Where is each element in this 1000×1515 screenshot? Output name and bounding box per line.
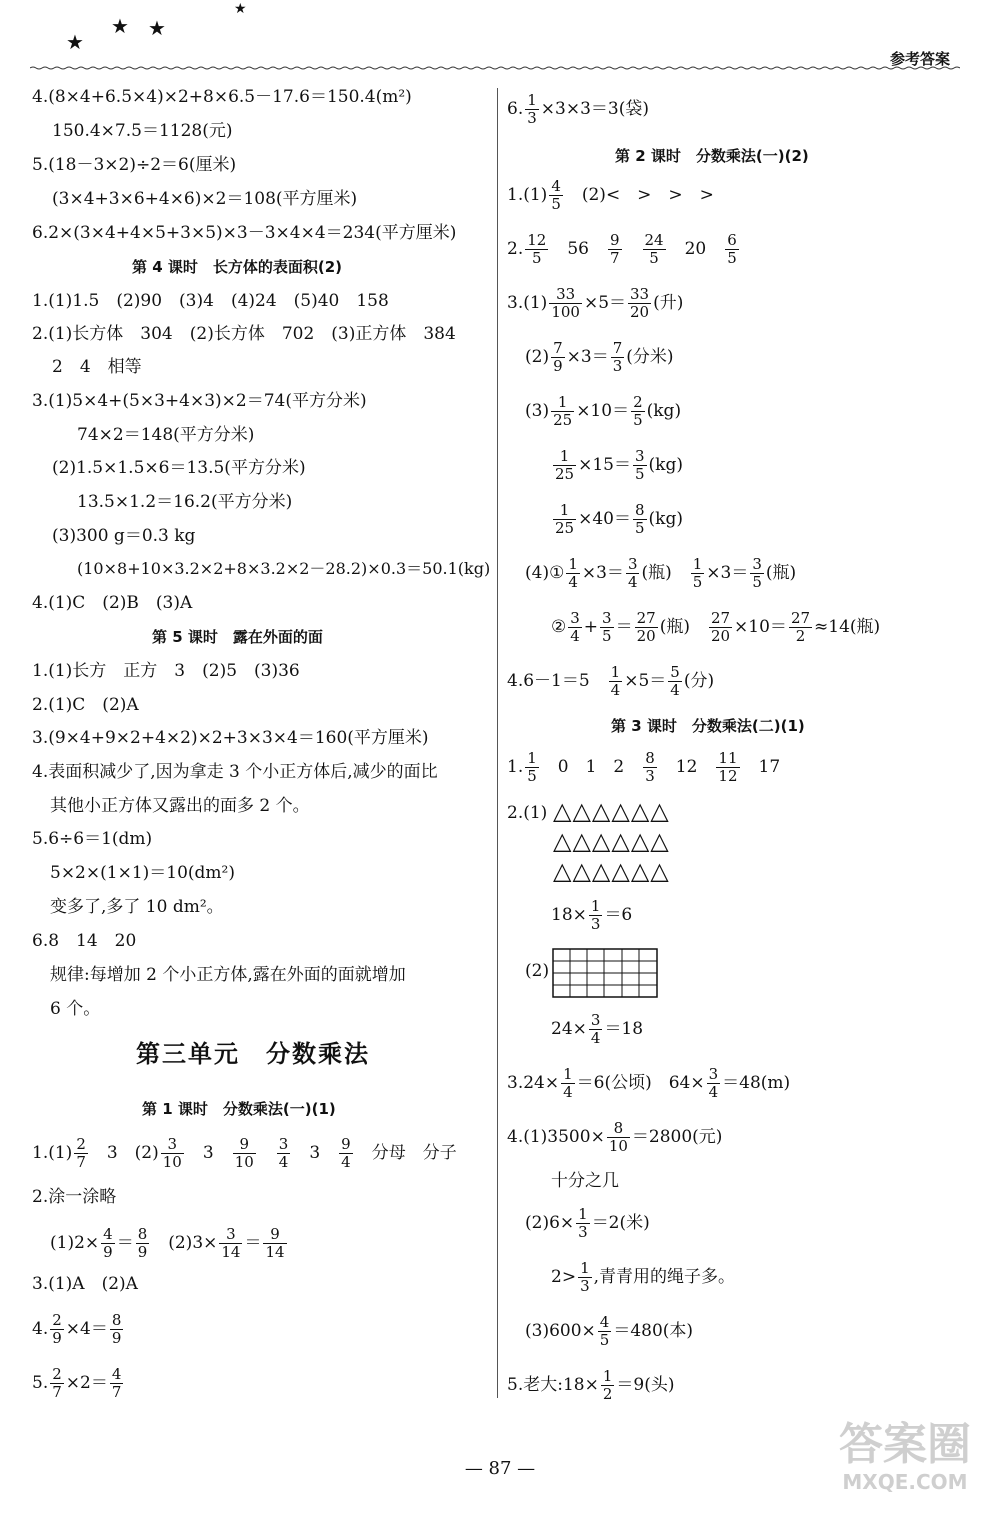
answer-line: [32, 1136, 457, 1171]
fraction: $\frac{27}{20}$: [636, 609, 656, 645]
answer-line: 变多了,多了 10 dm²。: [50, 897, 224, 917]
fraction: $\frac{4}{5}$: [599, 1313, 610, 1349]
answer-line: 1.(1)长方 正方 3 (2)5 (3)36: [32, 661, 300, 681]
lesson-heading: 第 4 课时 长方体的表面积(2): [132, 258, 343, 276]
fraction: $\frac{4}{9}$: [103, 1225, 113, 1261]
answer-line: 5.6÷6＝1(dm): [32, 829, 153, 849]
answer-line: 150.4×7.5＝1128(元): [52, 121, 233, 141]
answer-line: 3.(1) $\frac{33}{100}$ ×5＝ $\frac{33}{20}$ (升): [507, 285, 684, 321]
answer-line: $\frac{1}{25}$ ×15＝ $\frac{3}{5}$ (kg): [555, 447, 683, 483]
fraction: $\frac{3}{4}$: [278, 1135, 289, 1171]
answer-line: (3)600× $\frac{4}{5}$ ＝480(本): [525, 1313, 694, 1349]
fraction: $\frac{8}{5}$: [634, 501, 645, 537]
answer-line: (3) $\frac{1}{25}$ ×10＝ $\frac{2}{5}$ (kg): [525, 393, 682, 429]
fraction: $\frac{8}{9}$: [111, 1311, 122, 1347]
answer-line: 6.2×(3×4+4×5+3×5)×3－3×4×4＝234(平方厘米): [32, 223, 457, 243]
answer-line: (3)300 g＝0.3 kg: [52, 526, 196, 546]
answer-line: 6 个。: [50, 999, 101, 1019]
answer-text: 1.(1): [32, 1143, 73, 1163]
answer-line: 2> $\frac{1}{3}$ ,青青用的绳子多。: [551, 1259, 736, 1295]
answer-line: 2.(1)C (2)A: [32, 695, 139, 715]
answer-line: 5. $\frac{2}{7}$ ×2＝ $\frac{4}{7}$: [32, 1365, 122, 1401]
fraction: $\frac{33}{100}$: [551, 285, 580, 321]
answer-line: 4. $\frac{2}{9}$ ×4＝ $\frac{8}{9}$: [32, 1311, 122, 1347]
answer-line: 5×2×(1×1)＝10(dm²): [50, 863, 235, 883]
fraction: $\frac{27}{2}$: [790, 609, 811, 645]
header-wavy-line: [30, 66, 960, 70]
page-header: [30, 0, 960, 72]
answer-line: (2)1.5×1.5×6＝13.5(平方分米): [52, 458, 306, 478]
fraction: $\frac{33}{20}$: [630, 285, 650, 321]
lesson-heading: 第 1 课时 分数乘法(一)(1): [142, 1100, 336, 1118]
fraction: $\frac{2}{7}$: [76, 1135, 86, 1171]
answer-line: 2 4 相等: [52, 357, 142, 377]
fraction: $\frac{24}{5}$: [644, 231, 664, 267]
fraction: $\frac{8}{3}$: [645, 749, 655, 785]
fraction: $\frac{11}{12}$: [718, 749, 738, 785]
answer-line: 2. $\frac{12}{5}$ 56 $\frac{9}{7}$ $\frac{24}{5}$ 20 $\frac{6}{5}$: [507, 231, 737, 267]
fraction: $\frac{3}{5}$: [752, 555, 762, 591]
fraction: $\frac{4}{7}$: [111, 1365, 122, 1401]
lesson-heading: 第 5 课时 露在外面的面: [152, 628, 323, 646]
fraction: $\frac{1}{2}$: [602, 1367, 613, 1403]
answer-line: (2) $\frac{7}{9}$ ×3＝ $\frac{7}{3}$ (分米): [525, 339, 674, 375]
fraction: $\frac{3}{4}$: [708, 1065, 719, 1101]
answer-line: (4)① $\frac{1}{4}$ ×3＝ $\frac{3}{4}$ (瓶) $\frac{1}{5}$ ×3＝ $\frac{3}{5}$ (瓶): [525, 555, 797, 591]
fraction: $\frac{7}{3}$: [612, 339, 623, 375]
answer-line: (1)2× $\frac{4}{9}$ ＝ $\frac{8}{9}$ (2)3× $\frac{3}{14}$ ＝ $\frac{9}{14}$: [50, 1225, 285, 1261]
star-decoration: [66, 2, 286, 54]
fraction: $\frac{3}{10}$: [162, 1135, 182, 1171]
fraction: $\frac{2}{7}$: [52, 1365, 62, 1401]
watermark-logo: 答案圈 MXQE.COM: [839, 1419, 971, 1494]
fraction: $\frac{2}{5}$: [633, 393, 643, 429]
fraction: $\frac{1}{4}$: [563, 1065, 573, 1101]
fraction: $\frac{1}{3}$: [590, 897, 601, 933]
fraction: $\frac{7}{9}$: [553, 339, 563, 375]
answer-line: 18× $\frac{1}{3}$ ＝6: [551, 897, 633, 933]
fraction: $\frac{27}{20}$: [710, 609, 731, 645]
star-icon: ★: [234, 1, 247, 17]
fraction: $\frac{1}{25}$: [553, 393, 573, 429]
answer-line: (2)6× $\frac{1}{3}$ ＝2(米): [525, 1205, 650, 1241]
star-icon: ★: [148, 16, 166, 40]
answer-line: 规律:每增加 2 个小正方体,露在外面的面就增加: [50, 965, 406, 985]
page-number: — 87 —: [464, 1458, 536, 1479]
fraction: $\frac{1}{3}$: [580, 1259, 590, 1295]
fraction: $\frac{4}{5}$: [551, 177, 561, 213]
answer-line: $\frac{1}{25}$ ×40＝ $\frac{8}{5}$ (kg): [555, 501, 683, 537]
answer-line: 4.表面积减少了,因为拿走 3 个小正方体后,减少的面比: [32, 762, 438, 782]
fraction: $\frac{3}{4}$: [570, 609, 580, 645]
fraction: $\frac{6}{5}$: [727, 231, 737, 267]
answer-line: 6.8 14 20: [32, 931, 137, 951]
answer-line: 3.(1)5×4+(5×3+4×3)×2＝74(平方分米): [32, 391, 367, 411]
header-title: 参考答案: [889, 50, 950, 68]
fraction: $\frac{9}{14}$: [265, 1225, 285, 1261]
answer-line: 2.(1): [507, 803, 548, 823]
answer-text: 分母 分子: [371, 1143, 457, 1163]
answer-line: 5.(18－3×2)÷2＝6(厘米): [32, 155, 237, 175]
answer-line: 4.(1)3500× $\frac{8}{10}$ ＝2800(元): [507, 1119, 723, 1155]
fraction: $\frac{1}{5}$: [692, 555, 703, 591]
answer-line: 2.涂一涂略: [32, 1187, 117, 1207]
fraction: $\frac{9}{10}$: [234, 1135, 254, 1171]
answer-line: 3.(1)A (2)A: [32, 1274, 138, 1294]
answer-line: 4.(8×4+6.5×4)×2+8×6.5－17.6＝150.4(m²): [32, 87, 412, 107]
answer-line: (3×4+3×6+4×6)×2＝108(平方厘米): [52, 189, 358, 209]
column-divider: [497, 88, 498, 1398]
fraction: $\frac{5}{4}$: [670, 663, 680, 699]
answer-line: 3.(9×4+9×2+4×2)×2+3×3×4＝160(平方厘米): [32, 728, 429, 748]
answer-line: 4.(1)C (2)B (3)A: [32, 593, 193, 613]
fraction: $\frac{3}{5}$: [602, 609, 612, 645]
shaded-grid-figure: [552, 948, 658, 998]
answer-line: 其他小正方体又露出的面多 2 个。: [50, 796, 310, 816]
fraction: $\frac{3}{4}$: [590, 1011, 601, 1047]
fraction: $\frac{3}{4}$: [627, 555, 638, 591]
triangle-row: △△△△△△: [553, 797, 670, 825]
fraction: $\frac{12}{5}$: [527, 231, 547, 267]
answer-line: 十分之几: [551, 1171, 619, 1191]
answer-line: 5.老大:18× $\frac{1}{2}$ ＝9(头): [507, 1367, 675, 1403]
answer-text: 3 (2): [106, 1143, 159, 1163]
answer-line: 1.(1)1.5 (2)90 (3)4 (4)24 (5)40 158: [32, 291, 389, 311]
fraction: $\frac{1}{3}$: [527, 91, 537, 127]
fraction: $\frac{8}{9}$: [137, 1225, 148, 1261]
lesson-heading: 第 3 课时 分数乘法(二)(1): [611, 717, 805, 735]
fraction: $\frac{1}{25}$: [555, 501, 575, 537]
fraction: $\frac{1}{4}$: [610, 663, 621, 699]
star-icon: ★: [111, 14, 129, 38]
answer-line: 3.24× $\frac{1}{4}$ ＝6(公顷) 64× $\frac{3}{4}$ ＝48(m): [507, 1065, 791, 1101]
answer-line: ② $\frac{3}{4}$ + $\frac{3}{5}$ ＝ $\frac{27}{20}$ (瓶) $\frac{27}{20}$ ×10＝ $\frac{27}{2}$ ≈14(瓶): [551, 609, 881, 645]
answer-line: (2): [525, 961, 550, 981]
fraction: $\frac{1}{4}$: [568, 555, 578, 591]
fraction: $\frac{1}{3}$: [578, 1205, 588, 1241]
answer-line: 2.(1)长方体 304 (2)长方体 702 (3)正方体 384: [32, 324, 456, 344]
answer-line: 6. $\frac{1}{3}$ ×3×3＝3(袋): [507, 91, 649, 127]
answer-line: 1. $\frac{1}{5}$ 0 1 2 $\frac{8}{3}$ 12 $\frac{11}{12}$ 17: [507, 749, 781, 785]
fraction: $\frac{2}{9}$: [52, 1311, 62, 1347]
triangle-row: △△△△△△: [553, 857, 670, 885]
triangle-row: △△△△△△: [553, 827, 670, 855]
answer-line: 4.6－1＝5 $\frac{1}{4}$ ×5＝ $\frac{5}{4}$ (分): [507, 663, 715, 699]
star-icon: ★: [66, 30, 84, 54]
answer-line: 24× $\frac{3}{4}$ ＝18: [551, 1011, 644, 1047]
answer-line: (10×8+10×3.2×2+8×3.2×2－28.2)×0.3＝50.1(kg): [77, 559, 491, 578]
unit-title: 第三单元 分数乘法: [136, 1040, 370, 1068]
fraction: $\frac{1}{25}$: [555, 447, 575, 483]
answer-text: 3: [202, 1143, 214, 1163]
answer-text: 3: [309, 1143, 321, 1163]
fraction: $\frac{8}{10}$: [608, 1119, 628, 1155]
fraction: $\frac{3}{14}$: [221, 1225, 241, 1261]
fraction: $\frac{3}{5}$: [634, 447, 645, 483]
answer-line: 74×2＝148(平方分米): [77, 425, 255, 445]
fraction: $\frac{1}{5}$: [527, 749, 537, 785]
lesson-heading: 第 2 课时 分数乘法(一)(2): [615, 147, 809, 165]
answer-line: 13.5×1.2＝16.2(平方分米): [77, 492, 293, 512]
fraction: $\frac{9}{4}$: [341, 1135, 351, 1171]
fraction: $\frac{9}{7}$: [609, 231, 620, 267]
answer-line: 1.(1) $\frac{4}{5}$ (2)< > > >: [507, 177, 714, 213]
